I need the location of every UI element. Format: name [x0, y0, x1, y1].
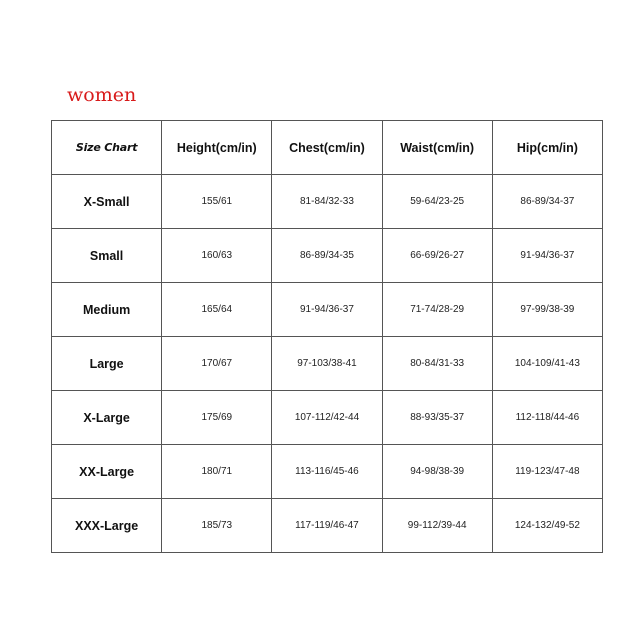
table-row — [52, 445, 603, 499]
chest-cell: 107-112/42-44 — [272, 391, 382, 445]
size-label: X-Small — [52, 175, 162, 229]
chest-cell: 117-119/46-47 — [272, 499, 382, 553]
height-cell: 155/61 — [162, 175, 272, 229]
table-row — [52, 499, 603, 553]
height-cell: 160/63 — [162, 229, 272, 283]
size-label: XXX-Large — [52, 499, 162, 553]
size-label: XX-Large — [52, 445, 162, 499]
waist-cell: 59-64/23-25 — [382, 175, 492, 229]
waist-cell: 71-74/28-29 — [382, 283, 492, 337]
size-chart-table — [51, 120, 603, 553]
header-chest: Chest(cm/in) — [272, 121, 382, 175]
height-cell: 180/71 — [162, 445, 272, 499]
chest-cell: 86-89/34-35 — [272, 229, 382, 283]
waist-cell: 99-112/39-44 — [382, 499, 492, 553]
table-row — [52, 337, 603, 391]
chest-cell: 113-116/45-46 — [272, 445, 382, 499]
waist-cell: 88-93/35-37 — [382, 391, 492, 445]
waist-cell: 94-98/38-39 — [382, 445, 492, 499]
chest-cell: 97-103/38-41 — [272, 337, 382, 391]
page-title: women — [67, 84, 137, 106]
height-cell: 185/73 — [162, 499, 272, 553]
hip-cell: 124-132/49-52 — [492, 499, 602, 553]
table-row — [52, 175, 603, 229]
height-cell: 165/64 — [162, 283, 272, 337]
header-size-chart: Size Chart — [52, 121, 162, 175]
header-height: Height(cm/in) — [162, 121, 272, 175]
hip-cell: 91-94/36-37 — [492, 229, 602, 283]
chest-cell: 91-94/36-37 — [272, 283, 382, 337]
hip-cell: 112-118/44-46 — [492, 391, 602, 445]
hip-cell: 86-89/34-37 — [492, 175, 602, 229]
hip-cell: 104-109/41-43 — [492, 337, 602, 391]
table-header-row — [52, 121, 603, 175]
waist-cell: 66-69/26-27 — [382, 229, 492, 283]
waist-cell: 80-84/31-33 — [382, 337, 492, 391]
table-row — [52, 391, 603, 445]
size-label: X-Large — [52, 391, 162, 445]
size-label: Large — [52, 337, 162, 391]
table-row — [52, 283, 603, 337]
height-cell: 175/69 — [162, 391, 272, 445]
table-row — [52, 229, 603, 283]
size-label: Small — [52, 229, 162, 283]
header-waist: Waist(cm/in) — [382, 121, 492, 175]
hip-cell: 97-99/38-39 — [492, 283, 602, 337]
chest-cell: 81-84/32-33 — [272, 175, 382, 229]
header-hip: Hip(cm/in) — [492, 121, 602, 175]
hip-cell: 119-123/47-48 — [492, 445, 602, 499]
size-label: Medium — [52, 283, 162, 337]
height-cell: 170/67 — [162, 337, 272, 391]
